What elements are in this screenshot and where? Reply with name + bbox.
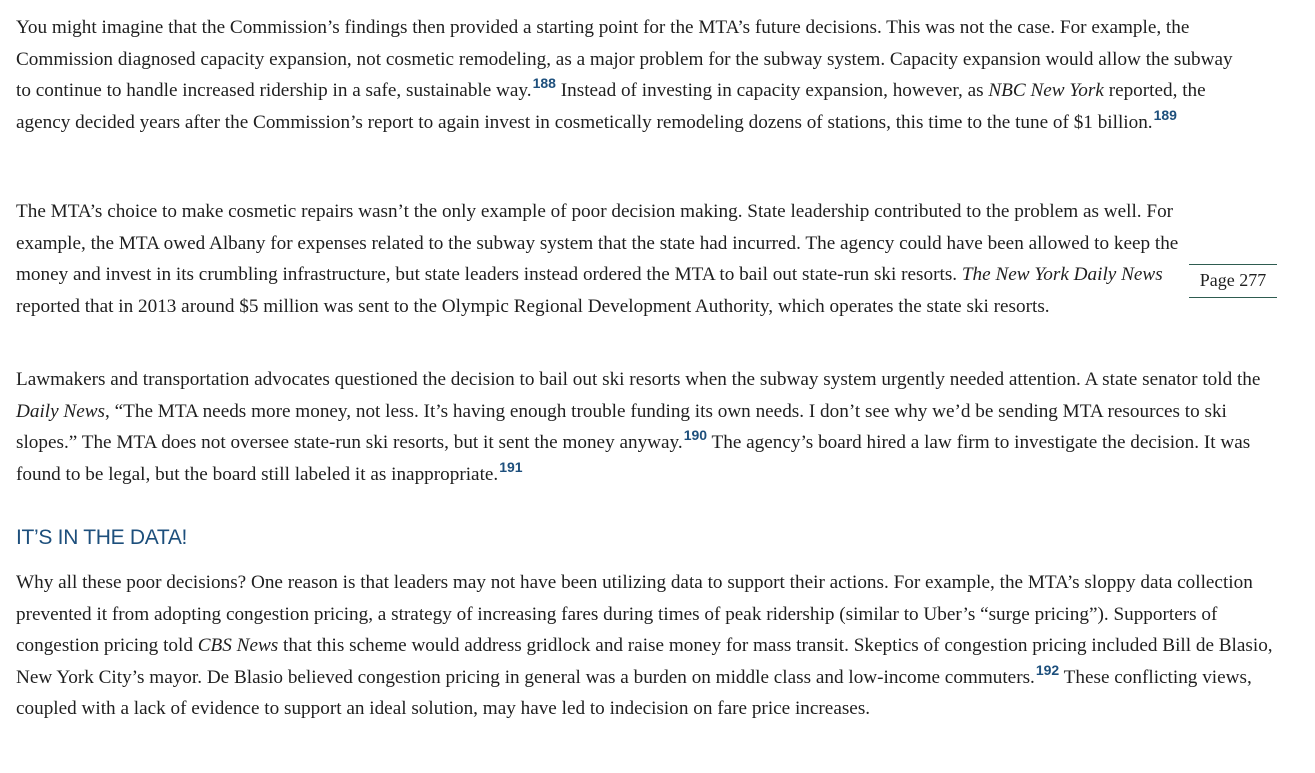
paragraph: [16, 12, 1236, 138]
section-heading: IT’S IN THE DATA!: [16, 526, 188, 549]
text-run: Instead of investing in capacity expansion, however, as: [555, 80, 989, 101]
text-run: that this scheme would address gridlock and raise money for mass transit. Skeptics of congestion pricing included Bill de Blasio, New York City’s mayor. De Blasio believed congestion pricing in general was a burden on middle class and low-income commuters.: [16, 635, 1273, 688]
text-run: These conflicting views, coupled with a lack of evidence to support an ideal solution, may have led to indecision on fare price increases.: [16, 666, 1252, 719]
text-run: You might imagine that the Commission’s findings then provided a starting point for the MTA’s future decisions. This was not the case. For example, the Commission diagnosed capacity expansion, not cosmetic remodeling, as a major problem for the subway system. Capacity expansion would allow the subway to continue to handle increased ridership in a safe, sustainable way.: [16, 17, 1233, 101]
text-run: The MTA’s choice to make cosmetic repairs wasn’t the only example of poor decision making. State leadership contributed to the problem as well. For example, the MTA owed Albany for expenses related to the subway system that the state had incurred. The agency could have been allowed to keep the money and invest in its crumbling infrastructure, but state leaders instead ordered the MTA to bail out state-run ski resorts.: [16, 201, 1179, 285]
publication-name: Daily News: [16, 400, 106, 422]
publication-name: The New York Daily News: [961, 264, 1163, 285]
paragraph: [16, 196, 1186, 322]
publication-name: NBC New York: [988, 80, 1104, 101]
text-run: reported, the agency decided years after the Commission’s report to again invest in cosmetically remodeling dozens of stations, this time to the tune of $1 billion.: [16, 80, 1206, 133]
text-run: , “The MTA needs more money, not less. It’s having enough trouble funding its own needs. I don’t see why we’d be sending MTA resources to ski slopes.” The MTA does not oversee state-run ski resorts, but it sent the money anyway.: [16, 400, 1227, 453]
publication-name: CBS News: [197, 635, 279, 656]
paragraph: [16, 364, 1286, 490]
paragraph: [16, 567, 1288, 725]
text-run: The agency’s board hired a law firm to investigate the decision. It was found to be legal, but the board still labeled it as inappropriate.: [16, 432, 1251, 485]
footnote-ref[interactable]: 188: [532, 75, 556, 91]
footnote-ref[interactable]: 191: [499, 458, 523, 475]
text-run: Why all these poor decisions? One reason is that leaders may not have been utilizing data to support their actions. For example, the MTA’s sloppy data collection prevented it from adopting congestion pricing, a strategy of increasing fares during times of peak ridership (similar to Uber’s “surge pricing”). Supporters of congestion pricing told: [16, 572, 1253, 656]
text-run: reported that in 2013 around $5 million was sent to the Olympic Regional Development Authority, which operates the state ski resorts.: [16, 295, 1050, 317]
text-run: Lawmakers and transportation advocates questioned the decision to bail out ski resorts when the subway system urgently needed attention. A state senator told the: [16, 369, 1261, 390]
footnote-ref[interactable]: 192: [1035, 661, 1060, 678]
footnote-ref[interactable]: 189: [1153, 106, 1177, 123]
page-number-marker: Page 277: [1189, 264, 1277, 298]
footnote-ref[interactable]: 190: [683, 427, 708, 443]
